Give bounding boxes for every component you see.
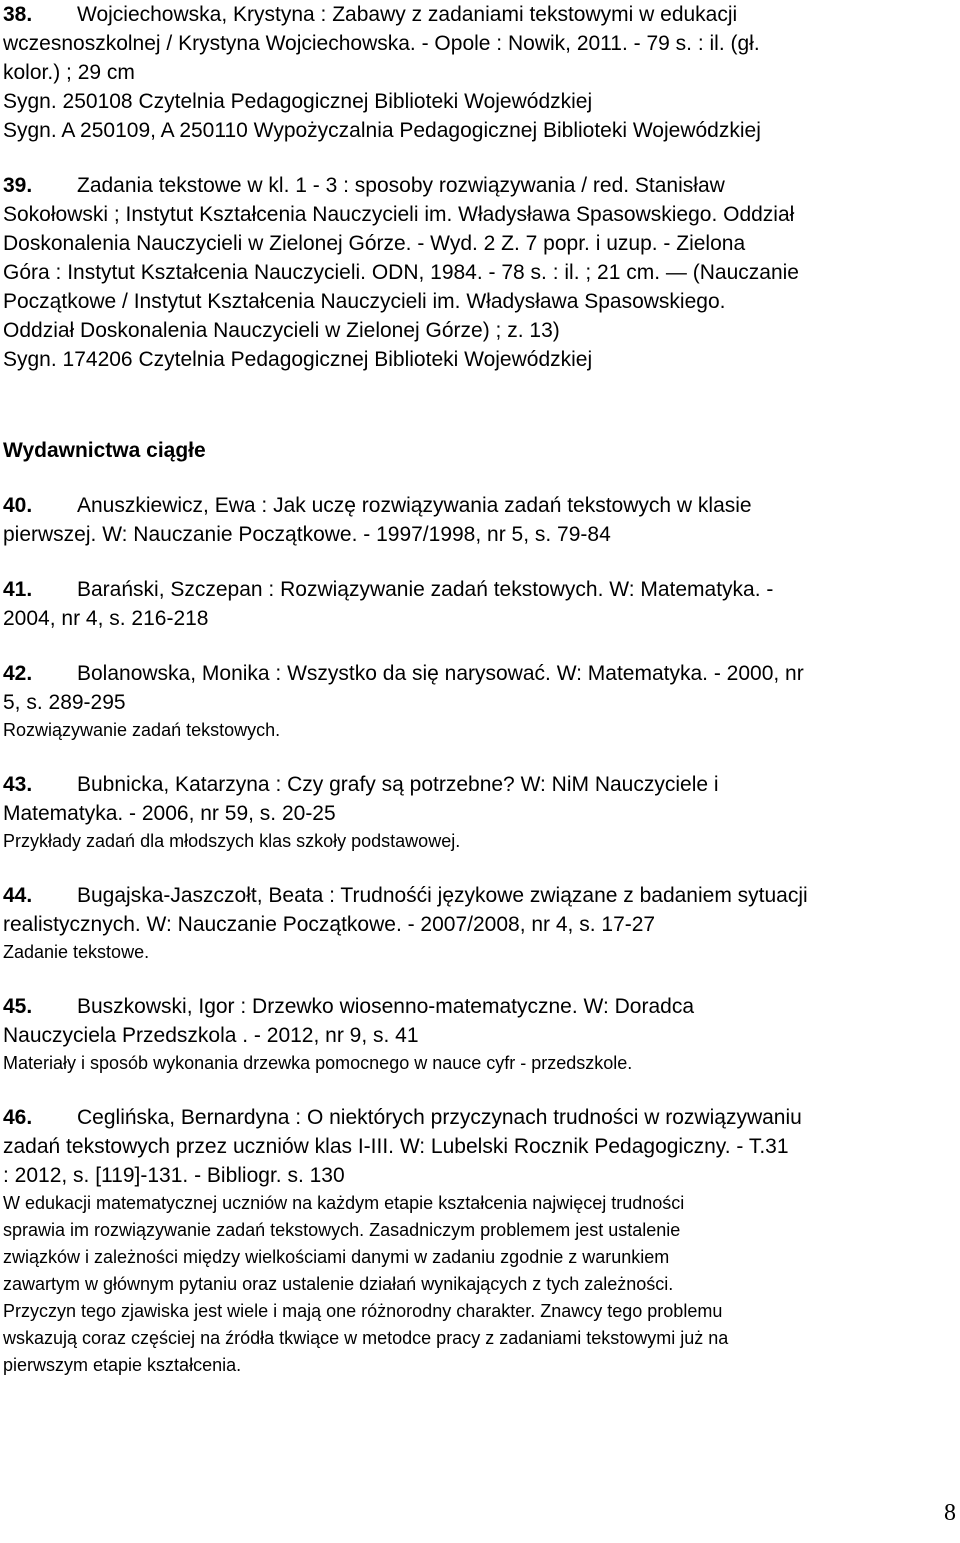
entry-first-line (3, 1103, 958, 1132)
entry-annotation: Zadanie tekstowe. (3, 942, 150, 962)
entry-text-line: Barański, Szczepan : Rozwiązywanie zadań tekstowych. W: Matematyka. - (77, 578, 774, 601)
entry-number: 39. (3, 174, 33, 197)
shelf-mark-line: Sygn. 250108 Czytelnia Pedagogicznej Biblioteki Wojewódzkiej (3, 90, 593, 113)
entry-first-line (3, 659, 958, 688)
entry-text-line: Góra : Instytut Kształcenia Nauczycieli. ODN, 1984. - 78 s. : il. ; 21 cm. — (Nauczanie (3, 261, 799, 284)
entry-number: 41. (3, 578, 33, 601)
entry-text-line: 2004, nr 4, s. 216-218 (3, 607, 209, 630)
document-page (3, 0, 958, 1379)
spacer (3, 633, 958, 659)
bibliography-entry (3, 770, 958, 855)
spacer (3, 465, 958, 491)
spacer (3, 966, 958, 992)
entry-text-line: Doskonalenia Nauczycieli w Zielonej Górze. - Wyd. 2 Z. 7 popr. i uzup. - Zielona (3, 232, 746, 255)
entry-text-line: Matematyka. - 2006, nr 59, s. 20-25 (3, 802, 336, 825)
entry-text-line: pierwszej. W: Nauczanie Początkowe. - 1997/1998, nr 5, s. 79-84 (3, 523, 611, 546)
shelf-mark-line: Sygn. 174206 Czytelnia Pedagogicznej Biblioteki Wojewódzkiej (3, 348, 593, 371)
entry-text-line: Nauczyciela Przedszkola . - 2012, nr 9, s. 41 (3, 1024, 419, 1047)
entry-annotation: związków i zależności między wielkościami danymi w zadaniu zgodnie z warunkiem (3, 1247, 670, 1267)
entry-number: 45. (3, 995, 33, 1018)
page-number: 8 (944, 1500, 956, 1526)
entry-text-line: Buszkowski, Igor : Drzewko wiosenno-matematyczne. W: Doradca (77, 995, 694, 1018)
bibliography-entry (3, 0, 958, 145)
entry-annotation: zawartym w głównym pytaniu oraz ustalenie działań wynikających z tych zależności. (3, 1274, 674, 1294)
entry-number: 46. (3, 1106, 33, 1129)
entry-annotation: sprawia im rozwiązywanie zadań tekstowych. Zasadniczym problemem jest ustalenie (3, 1220, 681, 1240)
entry-text-line: Bolanowska, Monika : Wszystko da się narysować. W: Matematyka. - 2000, nr (77, 662, 804, 685)
spacer (3, 549, 958, 575)
bibliography-entry (3, 575, 958, 633)
entry-number: 38. (3, 3, 33, 26)
entry-first-line (3, 992, 958, 1021)
bibliography-entry (3, 659, 958, 744)
entry-text-line: Początkowe / Instytut Kształcenia Nauczycieli im. Władysława Spasowskiego. (3, 290, 726, 313)
entry-first-line (3, 0, 958, 29)
entry-text-line: Oddział Doskonalenia Nauczycieli w Zielonej Górze) ; z. 13) (3, 319, 560, 342)
spacer (3, 145, 958, 171)
spacer (3, 744, 958, 770)
spacer (3, 1077, 958, 1103)
entry-first-line (3, 575, 958, 604)
bibliography-entry (3, 881, 958, 966)
entry-first-line (3, 171, 958, 200)
entry-first-line (3, 770, 958, 799)
entry-text-line: wczesnoszkolnej / Krystyna Wojciechowska. - Opole : Nowik, 2011. - 79 s. : il. (gł. (3, 32, 760, 55)
entry-text-line: : 2012, s. [119]-131. - Bibliogr. s. 130 (3, 1164, 345, 1187)
entry-annotation: W edukacji matematycznej uczniów na każdym etapie kształcenia najwięcej trudności (3, 1193, 685, 1213)
bibliography-entry (3, 491, 958, 549)
entry-text-line: Ceglińska, Bernardyna : O niektórych przyczynach trudności w rozwiązywaniu (77, 1106, 802, 1129)
spacer (3, 374, 958, 436)
entry-first-line (3, 881, 958, 910)
entry-text-line: Anuszkiewicz, Ewa : Jak uczę rozwiązywania zadań tekstowych w klasie (77, 494, 752, 517)
spacer (3, 855, 958, 881)
entry-number: 44. (3, 884, 33, 907)
bibliography-entry (3, 992, 958, 1077)
bibliography-entry (3, 171, 958, 374)
entry-number: 43. (3, 773, 33, 796)
section-heading: Wydawnictwa ciągłe (3, 439, 206, 462)
entry-number: 42. (3, 662, 33, 685)
bibliography-entry (3, 1103, 958, 1379)
entry-annotation: wskazują coraz częściej na źródła tkwiące w metodce pracy z zadaniami tekstowymi już na (3, 1328, 729, 1348)
entry-first-line (3, 491, 958, 520)
entry-text-line: 5, s. 289-295 (3, 691, 126, 714)
entry-annotation: Przykłady zadań dla młodszych klas szkoły podstawowej. (3, 831, 461, 851)
entry-annotation: Rozwiązywanie zadań tekstowych. (3, 720, 281, 740)
entry-text-line: realistycznych. W: Nauczanie Początkowe. - 2007/2008, nr 4, s. 17-27 (3, 913, 656, 936)
entry-annotation: Materiały i sposób wykonania drzewka pomocnego w nauce cyfr - przedszkole. (3, 1053, 633, 1073)
entry-number: 40. (3, 494, 33, 517)
entry-annotation: Przyczyn tego zjawiska jest wiele i mają one różnorodny charakter. Znawcy tego problemu (3, 1301, 723, 1321)
entry-text-line: kolor.) ; 29 cm (3, 61, 135, 84)
shelf-mark-line: Sygn. A 250109, A 250110 Wypożyczalnia Pedagogicznej Biblioteki Wojewódzkiej (3, 119, 761, 142)
entry-text-line: Bugajska-Jaszczołt, Beata : Trudnośći językowe związane z badaniem sytuacji (77, 884, 808, 907)
entry-text-line: Sokołowski ; Instytut Kształcenia Nauczycieli im. Władysława Spasowskiego. Oddział (3, 203, 795, 226)
entry-text-line: zadań tekstowych przez uczniów klas I-III. W: Lubelski Rocznik Pedagogiczny. - T.31 (3, 1135, 789, 1158)
entry-annotation: pierwszym etapie kształcenia. (3, 1355, 242, 1375)
entry-text-line: Wojciechowska, Krystyna : Zabawy z zadaniami tekstowymi w edukacji (77, 3, 738, 26)
entry-text-line: Zadania tekstowe w kl. 1 - 3 : sposoby rozwiązywania / red. Stanisław (77, 174, 725, 197)
entry-text-line: Bubnicka, Katarzyna : Czy grafy są potrzebne? W: NiM Nauczyciele i (77, 773, 719, 796)
